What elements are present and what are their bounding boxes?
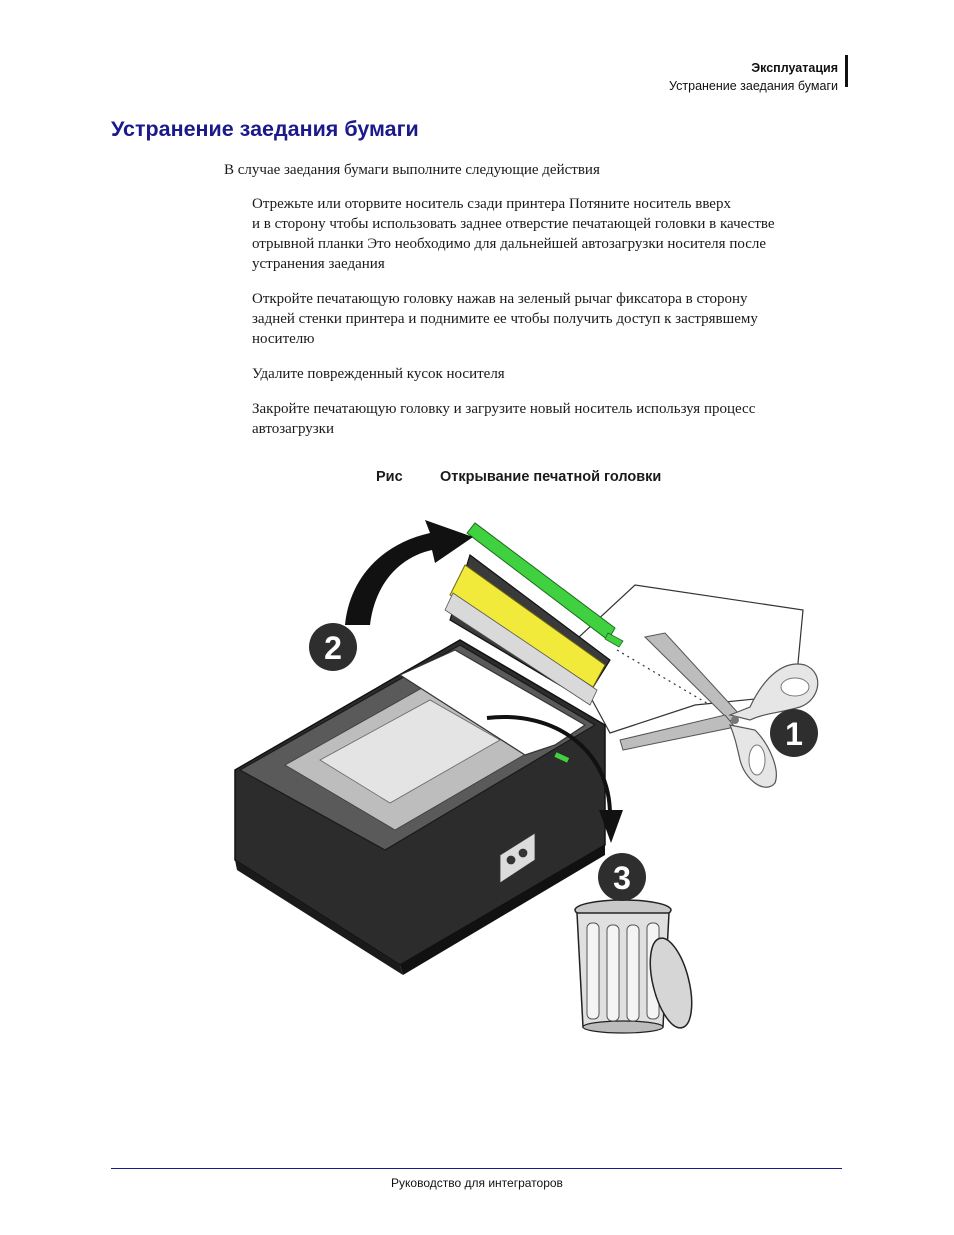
step-1 (252, 194, 842, 274)
figure-label: Рис (376, 469, 403, 485)
step-line: Закройте печатающую головку и загрузите новый носитель используя процесс (252, 401, 756, 417)
header-section-title: Эксплуатация (751, 61, 838, 75)
step-line: и в сторону чтобы использовать заднее отверстие печатающей головки в качестве (252, 216, 775, 232)
marker-3-label: 3 (613, 860, 631, 896)
marker-2-icon (309, 623, 357, 671)
step-4 (252, 399, 842, 439)
marker-3-icon (598, 853, 646, 901)
printer-body (235, 640, 605, 975)
trash-can-icon (575, 900, 700, 1033)
header-rule (845, 55, 848, 87)
step-line: отрывной планки Это необходимо для дальнейшей автозагрузки носителя после (252, 236, 767, 252)
figure-caption (376, 469, 661, 485)
footer-rule (111, 1168, 842, 1169)
step-line: Отрежьте или оторвите носитель сзади принтера Потяните носитель вверх (252, 196, 731, 212)
step-line: Удалите поврежденный кусок носителя (252, 366, 505, 382)
steps-list (252, 194, 842, 454)
step-2 (252, 289, 842, 349)
step-line: носителю (252, 331, 315, 347)
header-subsection-title: Устранение заедания бумаги (669, 79, 838, 93)
intro-text: В случае заедания бумаги выполните следующие действия (224, 162, 600, 178)
marker-2-label: 2 (324, 630, 342, 666)
footer-text: Руководство для интеграторов (391, 1176, 563, 1190)
marker-1-label: 1 (785, 716, 803, 752)
figure-caption-text: Открывание печатной головки (440, 469, 662, 485)
step-line: задней стенки принтера и поднимите ее чтобы получить доступ к застрявшему (252, 311, 758, 327)
marker-1-icon (770, 709, 818, 757)
step-line: Откройте печатающую головку нажав на зеленый рычаг фиксатора в сторону (252, 291, 748, 307)
step-line: устранения заедания (252, 256, 385, 272)
running-header (669, 59, 838, 95)
printhead-figure (225, 515, 825, 1045)
step-line: автозагрузки (252, 421, 335, 437)
step-3 (252, 364, 842, 384)
page-title: Устранение заедания бумаги (111, 117, 419, 141)
